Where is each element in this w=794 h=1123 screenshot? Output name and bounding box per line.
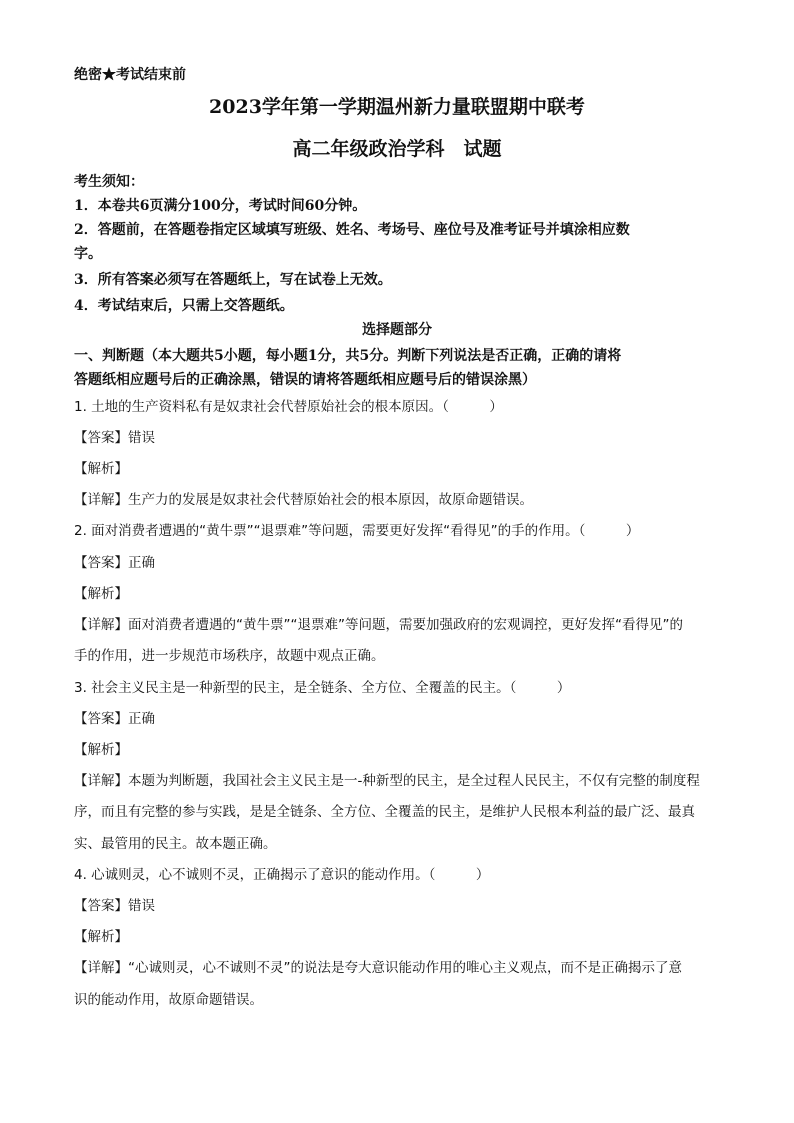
exam-subtitle: 高二年级政治学科 试题 [292,138,502,160]
answer-tag: 【答案】 [74,430,128,446]
answer-line [74,428,155,448]
notice-item: 1．本卷共6页满分100分，考试时间60分钟。 [74,198,367,214]
detail-tag: 【详解】 [74,960,128,976]
exam-title: 2023学年第一学期温州新力量联盟期中联考 [209,96,585,118]
question-stem: 4. 心诚则灵，心不诚则不灵，正确揭示了意识的能动作用。（ ） [74,867,490,883]
answer-tag: 【答案】 [74,711,128,727]
detail-text: 手的作用，进一步规范市场秩序，故题中观点正确。 [74,648,385,664]
notice-item: 4．考试结束后，只需上交答题纸。 [74,298,294,314]
detail-text: 序，而且有完整的参与实践，是是全链条、全方位、全覆盖的民主，是维护人民根本利益的最广泛、最真 [74,804,695,820]
analysis-tag: 【解析】 [74,586,128,602]
section-title: 选择题部分 [362,322,432,338]
answer-value: 正确 [128,711,155,727]
notice-item: 3．所有答案必须写在答题纸上，写在试卷上无效。 [74,272,392,288]
analysis-tag: 【解析】 [74,929,128,945]
question-stem: 3. 社会主义民主是一种新型的民主，是全链条、全方位、全覆盖的民主。（ ） [74,680,571,696]
detail-tag: 【详解】 [74,773,128,789]
answer-value: 错误 [128,430,155,446]
detail-line [74,771,700,791]
answer-tag: 【答案】 [74,555,128,571]
section-instruction: 一、判断题（本大题共5小题，每小题1分，共5分。判断下列说法是否正确，正确的请将 [74,348,622,364]
detail-text: 实、最管用的民主。故本题正确。 [74,836,277,852]
detail-text: “心诚则灵，心不诚则不灵”的说法是夸大意识能动作用的唯心主义观点，而不是正确揭示了意 [128,960,682,976]
question-stem: 1. 土地的生产资料私有是奴隶社会代替原始社会的根本原因。（ ） [74,399,503,415]
answer-value: 正确 [128,555,155,571]
answer-line [74,896,155,916]
notice-item: 2．答题前，在答题卷指定区域填写班级、姓名、考场号、座位号及准考证号并填涂相应数 [74,222,630,238]
detail-line [74,490,533,510]
detail-text: 识的能动作用，故原命题错误。 [74,992,263,1008]
question-stem: 2. 面对消费者遭遇的“黄牛票”“退票难”等问题，需要更好发挥“看得见”的手的作用。（ ） [74,523,640,539]
detail-text: 面对消费者遭遇的“黄牛票”“退票难”等问题，需要加强政府的宏观调控，更好发挥“看得见”的 [128,617,683,633]
detail-text: 本题为判断题，我国社会主义民主是一-种新型的民主，是全过程人民民主，不仅有完整的制度程 [128,773,700,789]
answer-line [74,553,155,573]
answer-tag: 【答案】 [74,898,128,914]
detail-line [74,958,682,978]
detail-line [74,615,683,635]
analysis-tag: 【解析】 [74,742,128,758]
detail-tag: 【详解】 [74,492,128,508]
answer-value: 错误 [128,898,155,914]
notice-item: 字。 [74,246,102,262]
analysis-tag: 【解析】 [74,461,128,477]
answer-line [74,709,155,729]
confidential-label: 绝密★考试结束前 [74,67,186,83]
detail-tag: 【详解】 [74,617,128,633]
detail-text: 生产力的发展是奴隶社会代替原始社会的根本原因，故原命题错误。 [128,492,533,508]
notice-heading: 考生须知： [74,174,144,190]
section-instruction: 答题纸相应题号后的正确涂黑，错误的请将答题纸相应题号后的错误涂黑） [74,372,536,388]
